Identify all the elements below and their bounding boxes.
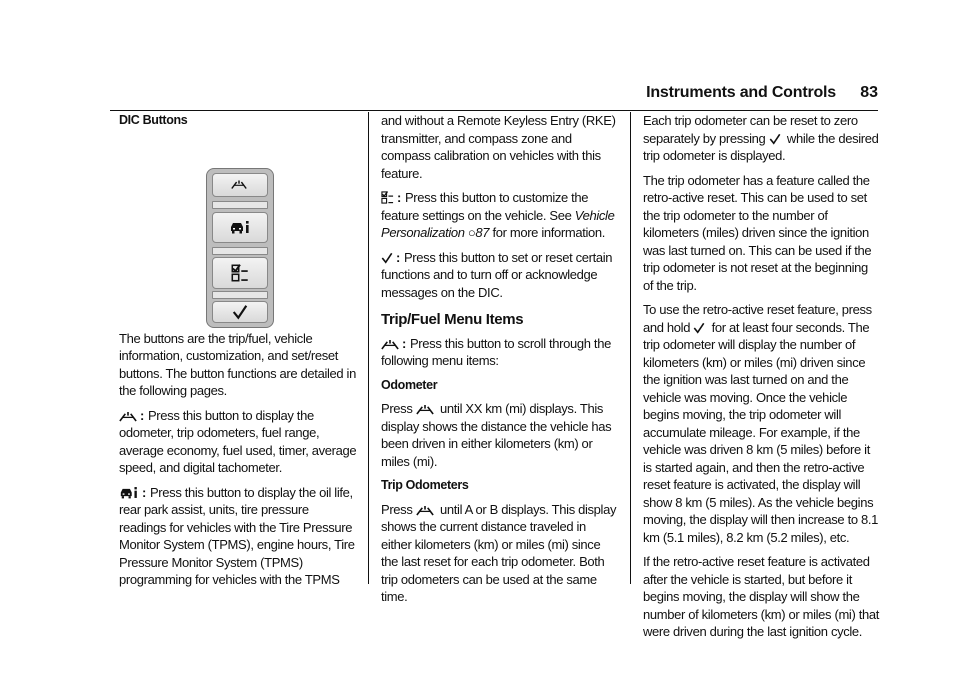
trip-fuel-icon (119, 411, 137, 422)
reset-text-a: Each trip odometer can be reset to zero separately by pressing (643, 113, 858, 146)
vehicle-info-paragraph: : Press this button to display the oil life, rear park assist, units, tire pressure readings for vehicles with the Tire Pressure Monitor System (TPMS), engine hours, Tire Pressure Monitor System (TPMS) programming for vehicles with the TPMS (119, 484, 355, 587)
vehicle-info-icon (229, 220, 251, 234)
column-3 (643, 112, 879, 648)
customization-icon (381, 191, 394, 204)
vehicle-info-icon (119, 486, 139, 499)
customization-icon (231, 264, 249, 282)
trip-fuel-paragraph: : Press this button to display the odometer, trip odometers, fuel range, average economy, fuel used, timer, average speed, and digital tachometer. (119, 407, 357, 475)
checkmark-icon (381, 252, 393, 264)
scroll-paragraph: : Press this button to scroll through the following menu items: (381, 335, 611, 368)
vehicle-info-continued: and without a Remote Keyless Entry (RKE) transmitter, and compass zone and compass calibration on vehicles with this feature. (381, 113, 616, 181)
page-number: 83 (860, 84, 878, 101)
trip-fuel-menu-heading: Trip/Fuel Menu Items (381, 311, 524, 328)
page-header (110, 80, 878, 111)
retro-text-a: To use the retro-active reset feature, press and hold (643, 302, 872, 335)
trip-fuel-button (212, 173, 268, 197)
vehicle-personalization-link[interactable]: Vehicle Personalization (381, 207, 615, 240)
reset-paragraph (643, 112, 879, 165)
column-divider (630, 112, 631, 584)
checkmark-icon (769, 133, 781, 145)
odometer-text-a: Press (381, 401, 413, 416)
retro-active-usage (643, 301, 879, 546)
customization-paragraph: : Press this button to customize the feature settings on the vehicle. See Vehicle Personalization ○87 for more information. (381, 190, 615, 240)
customization-description: Press this button to customize the feature settings on the vehicle. See (381, 190, 589, 223)
trip-fuel-icon (416, 505, 434, 516)
retro-text-b: for at least four seconds. The trip odometer will display the number of kilometers (km) or miles (mi) driven since the ignition was last turned on and the vehicle was moving. Once the vehicle begins moving, the trip odometer will accumulate mileage. For example, if the vehicle was driven 8 km (5 miles) before it is started again, and then the retro-active reset feature is activated, the display will show 8 km (5 miles). As the vehicle begins moving, the display will then increase to 8.1 km (5.1 miles), 8.2 km (5.2 miles), etc. (643, 319, 878, 545)
set-reset-paragraph: : Press this button to set or reset certain functions and to turn off or acknowledge messages on the DIC. (381, 249, 613, 300)
trip-fuel-icon (381, 339, 399, 350)
reset-text-b: while the desired trip odometer is displayed. (643, 130, 879, 163)
vehicle-info-button (212, 212, 268, 243)
page-ref-arrow-icon: ○ (467, 225, 476, 240)
dic-buttons-heading: DIC Buttons (119, 113, 188, 127)
customization-button (212, 257, 268, 289)
vehicle-info-description: Press this button to display the oil life, rear park assist, units, tire pressure readings for vehicles with the Tire Pressure Monitor System (TPMS), engine hours, Tire Pressure Monitor System (TPMS) programming for vehicles with the TPMS (119, 484, 355, 587)
odometer-text-b: until XX km (mi) displays. This display shows the distance the vehicle has been driven in either kilometers (km) or miles (mi). (381, 401, 612, 469)
trip-fuel-icon (231, 179, 247, 190)
trip-odometers-heading: Trip Odometers (381, 478, 469, 492)
trip-fuel-description: Press this button to display the odometer, trip odometers, fuel range, average economy, fuel used, timer, average speed, and digital tachometer. (119, 407, 357, 475)
set-reset-checkmark-icon (232, 304, 248, 320)
retro-active-intro: The trip odometer has a feature called the retro-active reset. This can be used to set the trip odometer to the number of kilometers (miles) driven since the ignition was last turned on. This can be used if the trip odometer is not reset at the beginning of the trip. (643, 172, 872, 293)
column-divider (368, 112, 369, 584)
set-reset-button (212, 301, 268, 323)
button-divider (212, 201, 268, 209)
retro-active-after-start: If the retro-active reset feature is activated after the vehicle is started, but before it begins moving, the display will show the number of kilometers (km) or miles (mi) that were driven during the last ignition cycle. (643, 554, 879, 639)
set-reset-description: Press this button to set or reset certain functions and to turn off or acknowledge messages on the DIC. (381, 249, 613, 300)
button-divider (212, 291, 268, 299)
trip-odometers-paragraph (381, 501, 617, 606)
trip-fuel-icon (416, 404, 434, 415)
page-ref-number: 87 (475, 225, 490, 240)
trip-text-b: until A or B displays. This display shows the current distance traveled in either kilometers (km) or miles (mi) since the last reset for each trip odometer. Both trip odometers can be used at the same time. (381, 501, 617, 604)
page-title: Instruments and Controls (646, 84, 836, 101)
odometer-paragraph (381, 400, 617, 470)
checkmark-icon (693, 322, 705, 334)
customization-description-end: for more information. (492, 225, 606, 240)
trip-text-a: Press (381, 501, 413, 517)
button-divider (212, 247, 268, 255)
odometer-heading: Odometer (381, 377, 438, 392)
column-1 (119, 112, 357, 596)
scroll-description: Press this button to scroll through the following menu items: (381, 335, 611, 368)
dic-buttons-illustration (119, 144, 359, 322)
buttons-intro: The buttons are the trip/fuel, vehicle information, customization, and set/reset buttons. The button functions are detailed in the following pages. (119, 330, 356, 398)
column-2 (381, 112, 617, 613)
